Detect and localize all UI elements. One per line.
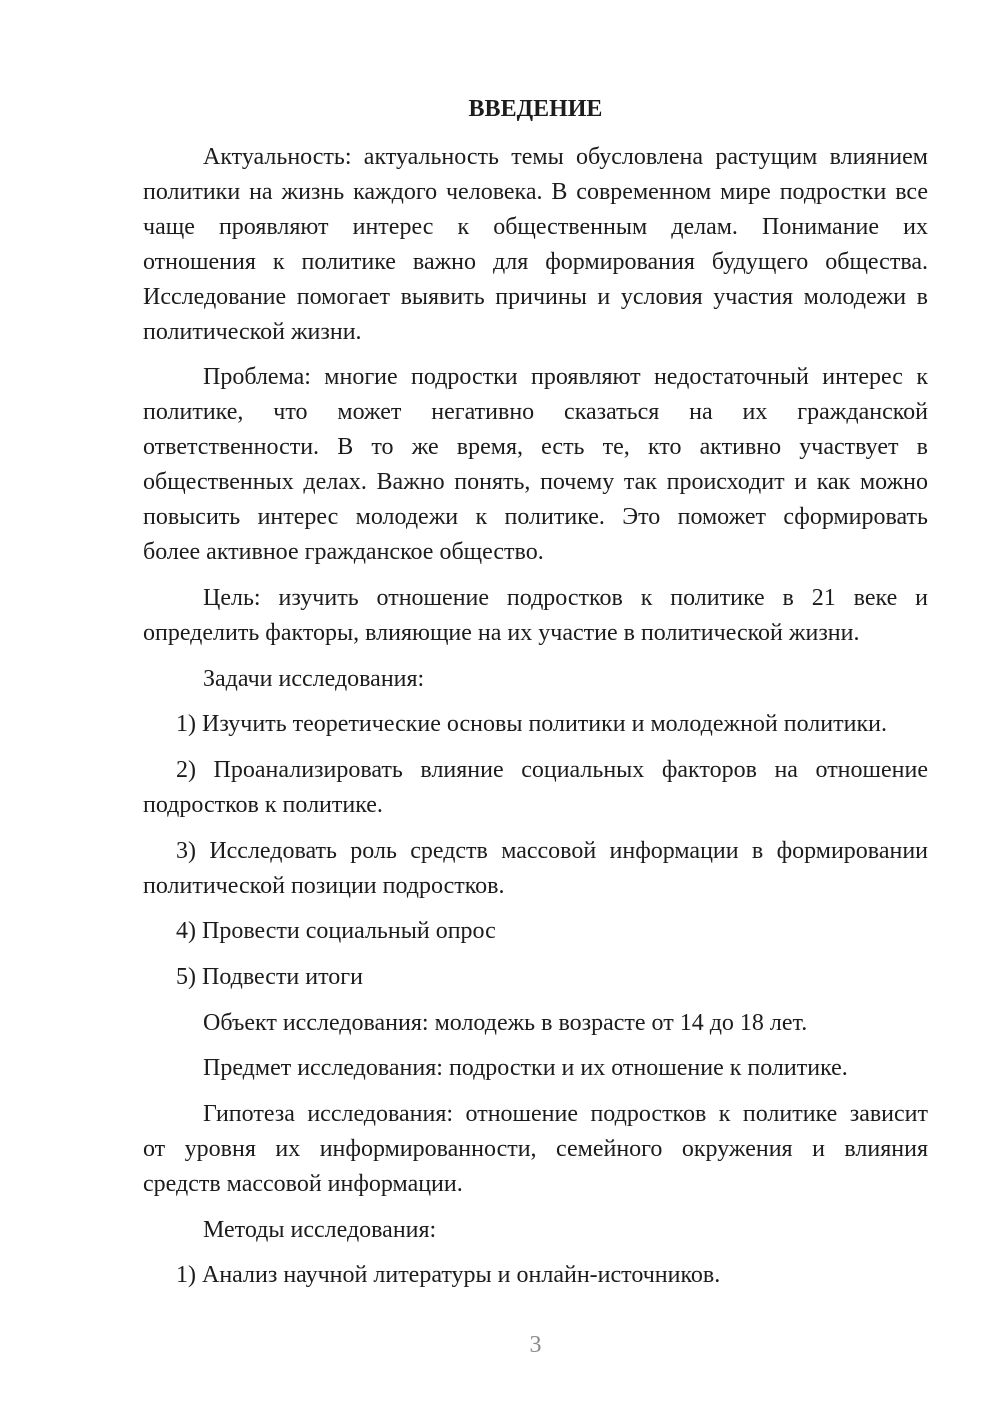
paragraph-line: общественных делах. Важно понять, почему так происходит и как можно bbox=[143, 469, 928, 496]
task-item-line: подростков к политике. bbox=[143, 791, 383, 818]
task-item bbox=[143, 753, 928, 823]
object-paragraph bbox=[143, 1006, 928, 1041]
paragraph-line: политики на жизнь каждого человека. В современном мире подростки все bbox=[143, 178, 928, 205]
tasks-heading-text: Задачи исследования: bbox=[203, 665, 425, 692]
task-item-line: 1) Изучить теоретические основы политики и молодежной политики. bbox=[176, 711, 887, 738]
problem-paragraph bbox=[143, 360, 928, 570]
paragraph-line: от уровня их информированности, семейного окружения и влияния bbox=[143, 1136, 928, 1163]
paragraph-line: Исследование помогает выявить причины и условия участия молодежи в bbox=[143, 283, 928, 310]
goal-paragraph bbox=[143, 581, 928, 651]
task-item bbox=[143, 834, 928, 904]
tasks-heading bbox=[143, 662, 928, 697]
task-item bbox=[143, 960, 928, 995]
object-text: Объект исследования: молодежь в возрасте от 14 до 18 лет. bbox=[203, 1009, 808, 1036]
paragraph-line: Актуальность: актуальность темы обусловлена растущим влиянием bbox=[203, 143, 928, 170]
task-item bbox=[143, 914, 928, 949]
method-item-line: 1) Анализ научной литературы и онлайн-источников. bbox=[176, 1262, 721, 1289]
paragraph-line: чаще проявляют интерес к общественным делам. Понимание их bbox=[143, 213, 928, 240]
subject-text: Предмет исследования: подростки и их отношение к политике. bbox=[203, 1055, 848, 1082]
paragraph-line: определить факторы, влияющие на их участие в политической жизни. bbox=[143, 619, 860, 646]
paragraph-line: Проблема: многие подростки проявляют недостаточный интерес к bbox=[203, 364, 928, 391]
page-number: 3 bbox=[529, 1332, 542, 1358]
subject-paragraph bbox=[143, 1051, 928, 1086]
paragraph-line: повысить интерес молодежи к политике. Это поможет сформировать bbox=[143, 504, 928, 531]
paragraph-line: Гипотеза исследования: отношение подростков к политике зависит bbox=[203, 1101, 928, 1128]
paragraph-line: политической жизни. bbox=[143, 318, 362, 345]
task-item-line: 5) Подвести итоги bbox=[176, 964, 363, 990]
relevance-paragraph bbox=[143, 140, 928, 350]
paragraph-line: ответственности. В то же время, есть те, кто активно участвует в bbox=[143, 434, 928, 461]
paragraph-line: средств массовой информации. bbox=[143, 1171, 463, 1198]
task-item-line: 2) Проанализировать влияние социальных факторов на отношение bbox=[176, 756, 928, 783]
hypothesis-paragraph bbox=[143, 1097, 928, 1202]
paragraph-line: Цель: изучить отношение подростков к политике в 21 веке и bbox=[203, 584, 928, 611]
paragraph-line: более активное гражданское общество. bbox=[143, 539, 544, 566]
task-item bbox=[143, 707, 928, 742]
paragraph-line: отношения к политике важно для формирования будущего общества. bbox=[143, 248, 928, 275]
methods-heading-text: Методы исследования: bbox=[203, 1216, 437, 1243]
section-title: ВВЕДЕНИЕ bbox=[468, 96, 603, 122]
task-item-line: политической позиции подростков. bbox=[143, 872, 505, 899]
method-item bbox=[143, 1258, 928, 1293]
page-content bbox=[143, 92, 928, 1293]
task-item-line: 3) Исследовать роль средств массовой информации в формировании bbox=[176, 837, 928, 864]
methods-heading bbox=[143, 1213, 928, 1248]
paragraph-line: политике, что может негативно сказаться на их гражданской bbox=[143, 399, 928, 426]
task-item-line: 4) Провести социальный опрос bbox=[176, 918, 496, 945]
